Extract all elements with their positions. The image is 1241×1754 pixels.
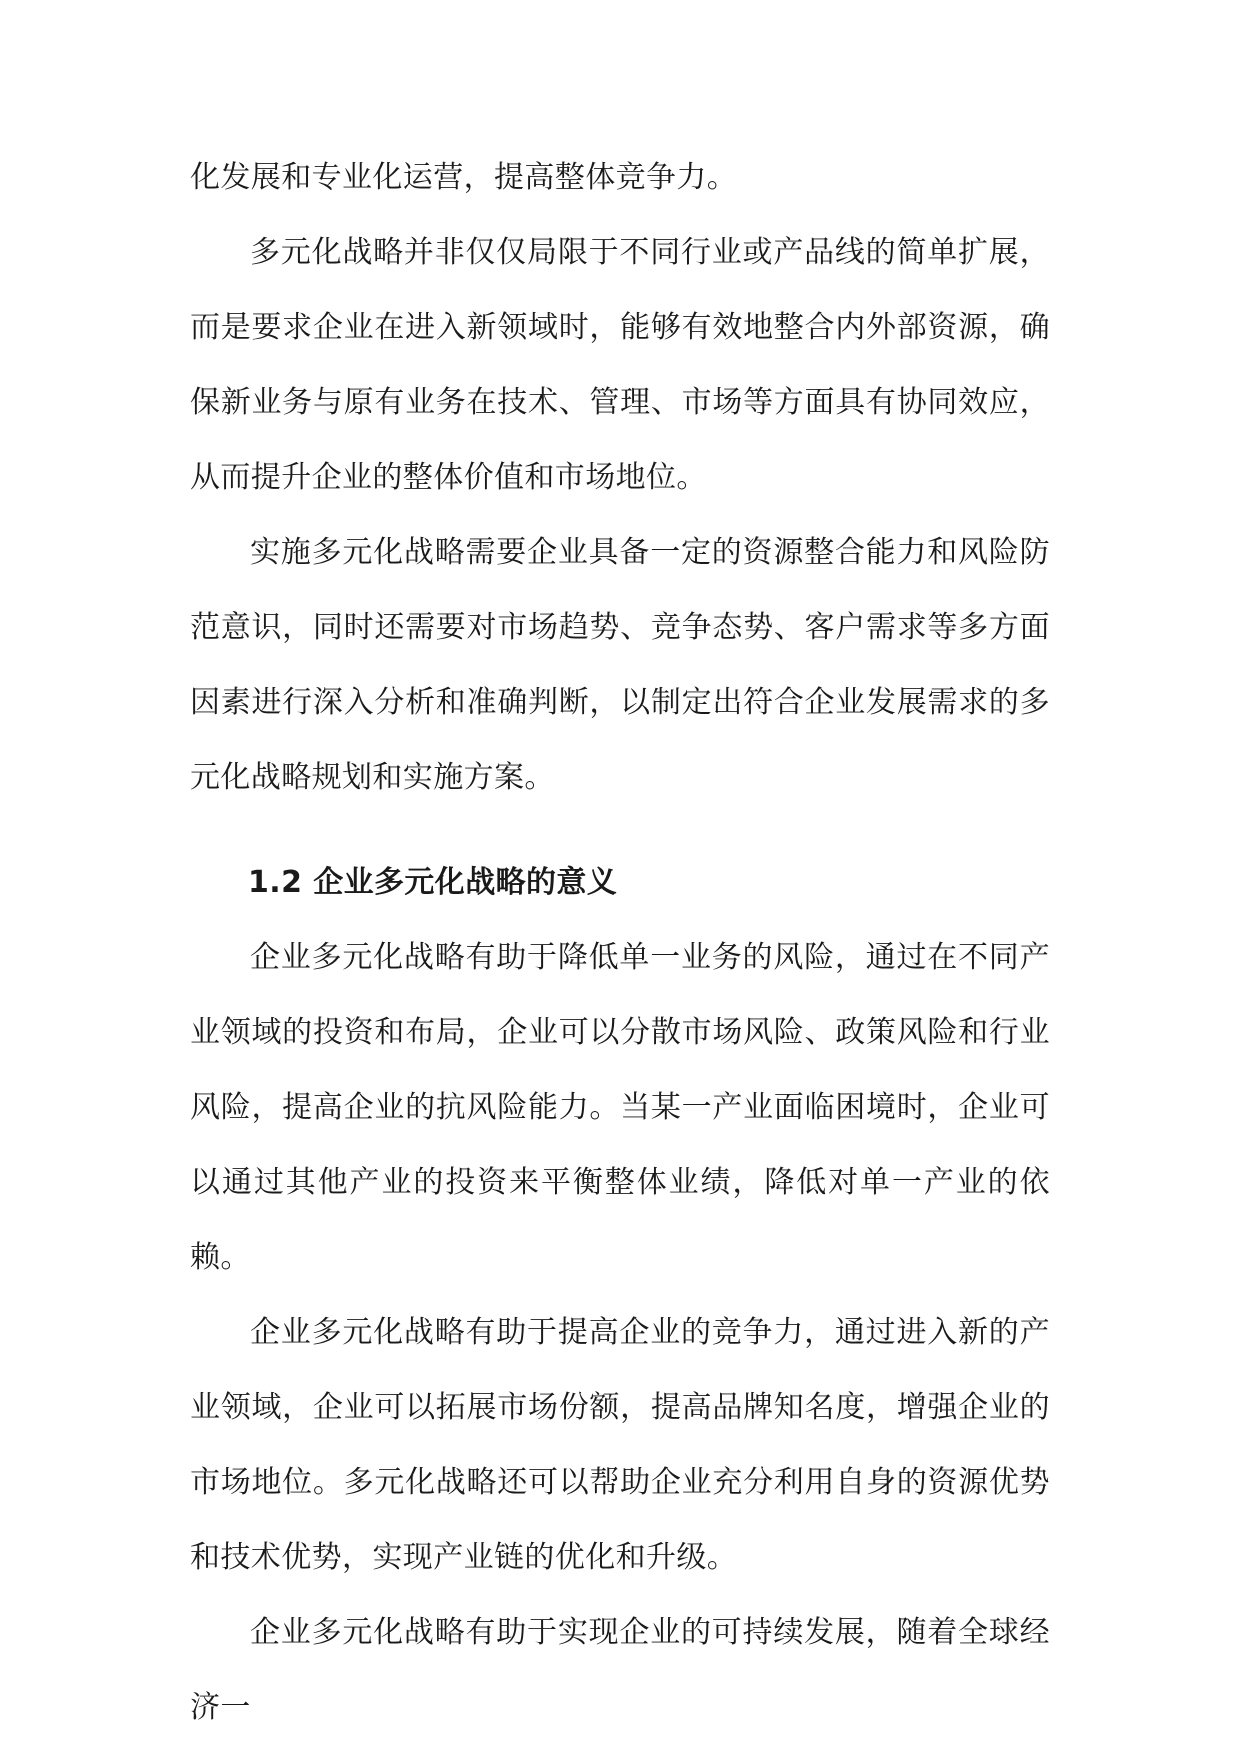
- paragraph-diversification-scope: 多元化战略并非仅仅局限于不同行业或产品线的简单扩展，而是要求企业在进入新领域时，能够有效地整合内外部资源，确保新业务与原有业务在技术、管理、市场等方面具有协同效应，从而提升企业的整体价值和市场地位。: [190, 235, 1050, 495]
- paragraph-continuation: 化发展和专业化运营，提高整体竞争力。: [190, 160, 738, 195]
- paragraph-sustainability: 企业多元化战略有助于实现企业的可持续发展，随着全球经济一: [190, 1615, 1050, 1725]
- section-heading: 1.2 企业多元化战略的意义: [248, 865, 618, 900]
- paragraph-competitiveness: 企业多元化战略有助于提高企业的竞争力，通过进入新的产业领域，企业可以拓展市场份额，提高品牌知名度，增强企业的市场地位。多元化战略还可以帮助企业充分利用自身的资源优势和技术优势，实现产业链的优化和升级。: [190, 1315, 1050, 1575]
- paragraph-risk-reduction: 企业多元化战略有助于降低单一业务的风险，通过在不同产业领域的投资和布局，企业可以分散市场风险、政策风险和行业风险，提高企业的抗风险能力。当某一产业面临困境时，企业可以通过其他产业的投资来平衡整体业绩，降低对单一产业的依赖。: [190, 940, 1050, 1275]
- document-body: [190, 140, 1050, 1745]
- paragraph-implementation: 实施多元化战略需要企业具备一定的资源整合能力和风险防范意识，同时还需要对市场趋势、竞争态势、客户需求等多方面因素进行深入分析和准确判断，以制定出符合企业发展需求的多元化战略规划和实施方案。: [190, 535, 1050, 795]
